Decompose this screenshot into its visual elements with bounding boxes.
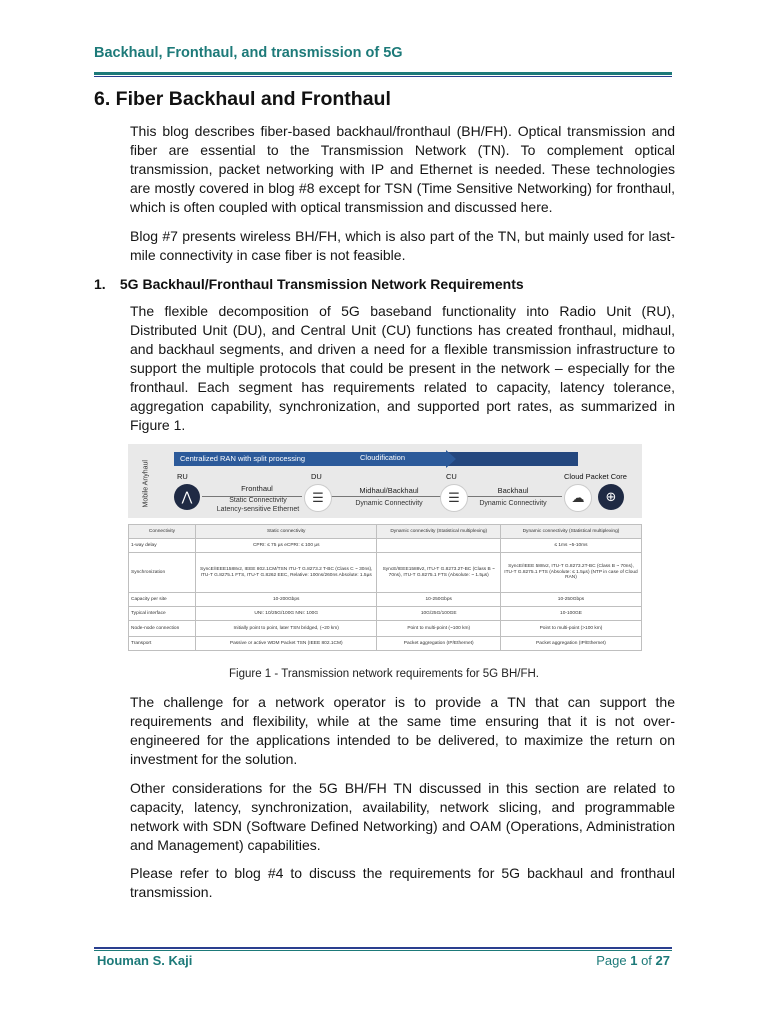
subheading (94, 276, 524, 292)
table-row (129, 607, 642, 621)
paragraph-challenge: The challenge for a network operator is to provide a TN that can support the requirements and flexibility, while at the same time ensuring that it is not over-engineered for the applications intended to be delivered, to maximize the return on investment for the solution. (130, 694, 675, 767)
subheading-text: 5G Backhaul/Fronthaul Transmission Network Requirements (119, 276, 524, 292)
table-cell: Node-node connection (129, 621, 196, 637)
du-label: DU (311, 472, 322, 481)
page-current: 1 (630, 953, 638, 968)
running-header: Backhaul, Fronthaul, and transmission of 5G (94, 45, 403, 61)
footer-author: Houman S. Kaji (97, 953, 193, 968)
table-cell: 1-way delay (129, 539, 196, 553)
footer-rule (94, 947, 672, 949)
table-cell: CPRI: ≤ 75 µs eCPRI: ≤ 100 µs (196, 539, 377, 553)
antenna-icon: ⋀ (174, 484, 200, 510)
core-label: Cloud Packet Core (564, 472, 627, 481)
table-cell: SyncE/IEEE1588v2, ITU-T G.8273.2T-BC (Class B ~ 70ns), ITU-T G.8275.1 FTS (Absolute: ~ 1.5µs) (377, 553, 501, 593)
cu-server-icon: ☰ (440, 484, 468, 512)
backhaul-title: Backhaul (497, 486, 529, 495)
table-cell: Point to multi-point (~100 km) (377, 621, 501, 637)
ru-label: RU (177, 472, 188, 481)
cu-label: CU (446, 472, 457, 481)
table-cell: Packet aggregation (IP/Ethernet) (377, 637, 501, 651)
cloudification-label: Cloudification (360, 453, 406, 462)
table-cell: Point to multi-point (>100 km) (500, 621, 641, 637)
header-rule-secondary (94, 76, 672, 77)
fronthaul-sub1: Static Connectivity (229, 497, 287, 504)
table-cell: 10-250Gbps (377, 593, 501, 607)
backhaul-link (466, 496, 562, 497)
footer-rule-secondary (94, 950, 672, 951)
cloud-icon: ☁ (564, 484, 592, 512)
midhaul-title: Midhaul/Backhaul (359, 486, 419, 495)
table-cell: 10-200Gbps (196, 593, 377, 607)
paragraph-intro: This blog describes fiber-based backhaul/fronthaul (BH/FH). Optical transmission and fiber are essential to the Transmission Network (TN). To complement optical transmission, packet networking with IP and Ethernet is needed. These technologies are mostly covered in blog #8 except for TSN (Time Sensitive Networking) for fronthaul, which is often coupled with optical transmission and discussed here. (130, 123, 675, 215)
table-cell: 10G/25G/100GE (377, 607, 501, 621)
table-cell: Initially point to point, later TSN bridged, (~20 km) (196, 621, 377, 637)
table-row (129, 621, 642, 637)
table-cell: ≤ 1ms ~5-10ms (500, 539, 641, 553)
paragraph-refer: Please refer to blog #4 to discuss the requirements for 5G backhaul and fronthaul transmission. (130, 865, 675, 900)
midhaul-sub1: Dynamic Connectivity (355, 500, 423, 507)
table-cell: Typical interface (129, 607, 196, 621)
header-rule (94, 72, 672, 75)
table-cell: Transport (129, 637, 196, 651)
figure-transmission-requirements (128, 444, 642, 658)
fronthaul-sub2: Latency-sensitive Ethernet (216, 506, 300, 513)
globe-icon: ⊕ (598, 484, 624, 510)
table-cell: Capacity per site (129, 593, 196, 607)
table-header-cell: Static connectivity (196, 525, 377, 539)
section-title: 6. Fiber Backhaul and Fronthaul (94, 88, 391, 110)
midhaul-link (330, 496, 442, 497)
table-header-row (129, 525, 642, 539)
table-header-cell: Dynamic connectivity (Statistical multiplexing) (377, 525, 501, 539)
paragraph-considerations: Other considerations for the 5G BH/FH TN discussed in this section are related to capacity, latency, synchronization, availability, network slicing, and programmable network with SDN (Software Defined Networking) and OAM (Operations, Administration and Management) capabilities. (130, 780, 675, 853)
table-row (129, 539, 642, 553)
table-cell: SyncE/IEEE 588v2, ITU-T G.8273.2T-BC (Class B ~ 70ns), ITU-T G.8275.1 FTS (Absolute: ≤ 1.5µs) (NTP in case of Cloud RAN) (500, 553, 641, 593)
page-of: of (637, 953, 656, 968)
subheading-number: 1. (94, 276, 106, 292)
table-header-cell: Dynamic connectivity (Statistical multiplexing) (500, 525, 641, 539)
page-number (596, 953, 670, 968)
table-cell: Packet aggregation (IP/Ethernet) (500, 637, 641, 651)
figure-diagram (128, 444, 642, 518)
table-row (129, 637, 642, 651)
table-cell: 10-100GE (500, 607, 641, 621)
table-cell: SyncE/IEEE1588v2, IEEE 802.1CM/TSN ITU-T G.8273.2 T-BC (Class C ~ 30ns), ITU-T G.8275.1 FTS, ITU-T G.8262 EEC, Relative: 100ns/260ns Absolute: 1.5µs (196, 553, 377, 593)
table-cell: UNI: 10/25G/100G NNI: 100G (196, 607, 377, 621)
backhaul-sub1: Dynamic Connectivity (479, 500, 547, 507)
figure-caption: Figure 1 - Transmission network requirements for 5G BH/FH. (229, 668, 539, 680)
centralized-ran-band: Centralized RAN with split processing (174, 452, 446, 466)
table-row (129, 553, 642, 593)
table-cell: 10-250Gbps (500, 593, 641, 607)
table-cell: Synchronization (129, 553, 196, 593)
table-row (129, 593, 642, 607)
fronthaul-title: Fronthaul (241, 484, 273, 493)
table-cell (377, 539, 501, 553)
page-prefix: Page (596, 953, 631, 968)
figure-vertical-label: Mobile Anyhaul (142, 460, 150, 508)
du-server-icon: ☰ (304, 484, 332, 512)
table-header-cell: Connectivity (129, 525, 196, 539)
paragraph-wireless: Blog #7 presents wireless BH/FH, which is also part of the TN, but mainly used for last-mile connectivity in case fiber is not feasible. (130, 228, 675, 263)
page-total: 27 (655, 953, 670, 968)
paragraph-decomposition: The flexible decomposition of 5G baseband functionality into Radio Unit (RU), Distributed Unit (DU), and Central Unit (CU) functions has created fronthaul, midhaul, and backhaul segments, and driven a need for a flexible transmission infrastructure to support the multiple protocols that could be present in the network – especially for the fronthaul. Each segment has requirements related to capacity, latency tolerance, aggregation capability, synchronization, and supported port rates, as summarized in Figure 1. (130, 303, 675, 433)
table-cell: Passive or active WDM Packet TSN (IEEE 802.1CM) (196, 637, 377, 651)
requirements-table (128, 524, 642, 651)
